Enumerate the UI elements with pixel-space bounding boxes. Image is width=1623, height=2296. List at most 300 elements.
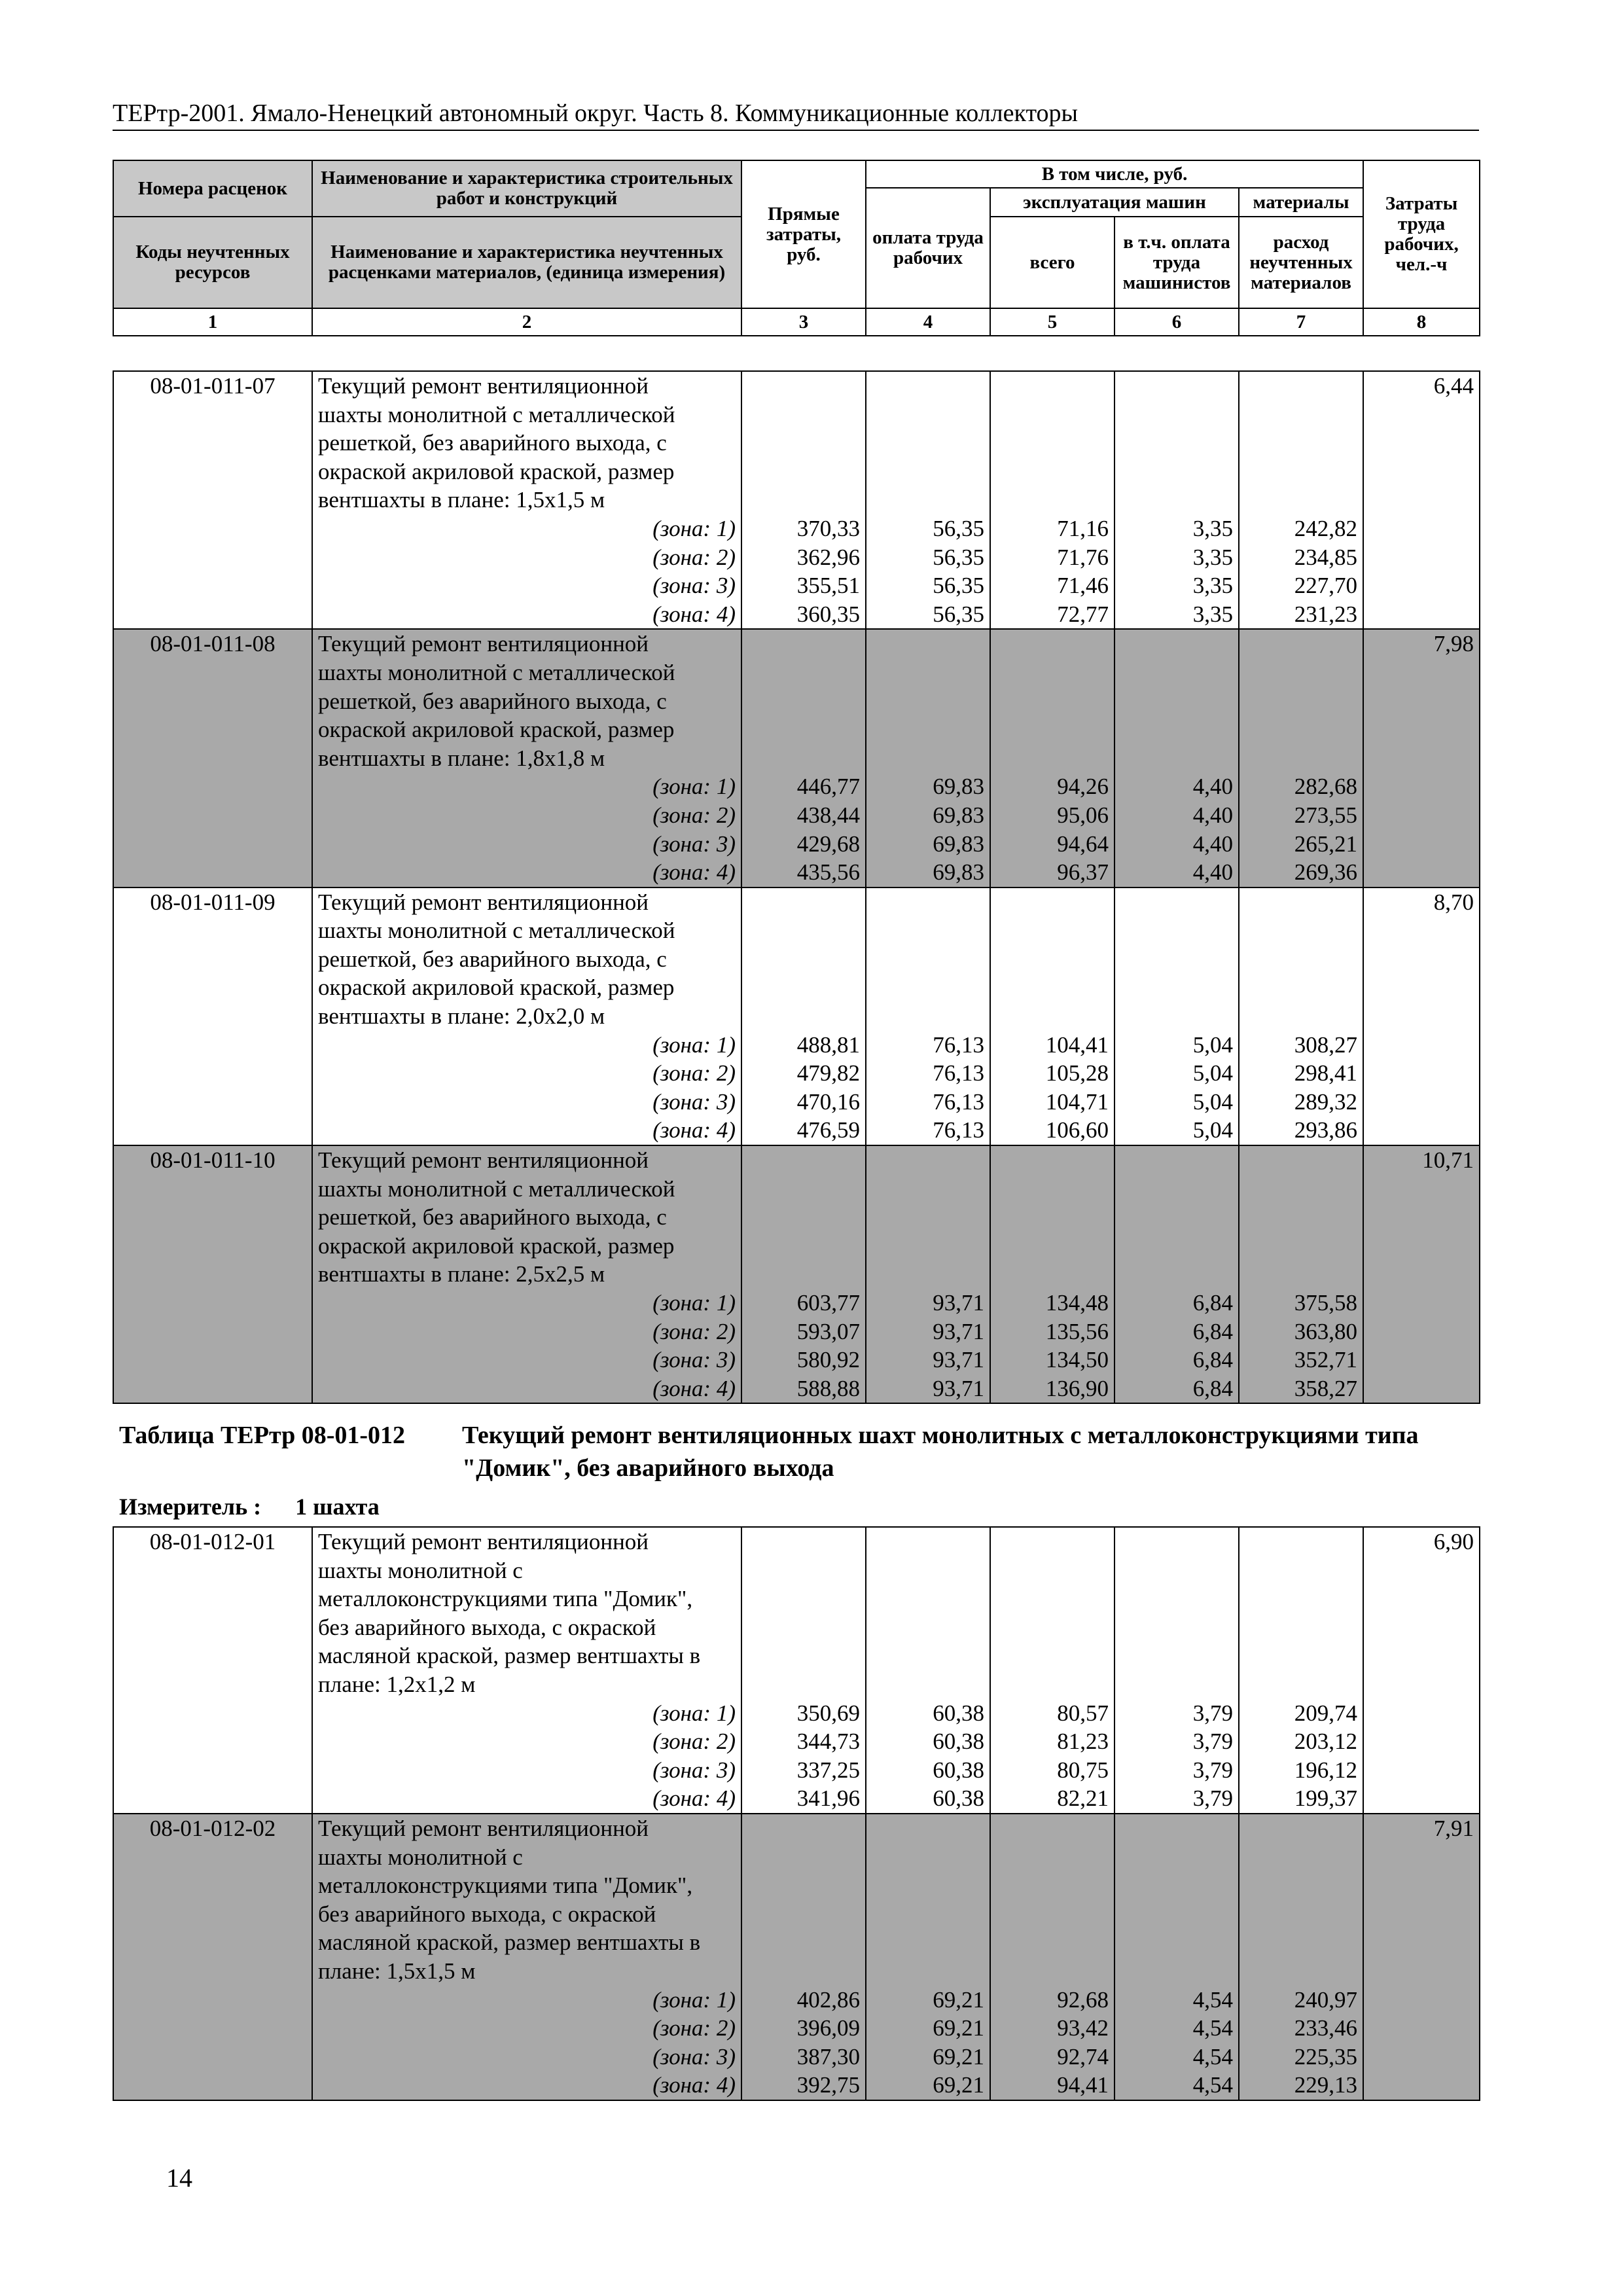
col-machines (990, 888, 1115, 1145)
col-materials (1239, 1814, 1363, 2100)
zone-value: 6,84 (1192, 1318, 1233, 1344)
total-heading: всего (990, 217, 1115, 308)
spacer (1245, 658, 1357, 687)
col-direct (741, 888, 866, 1145)
col-machinist-pay (1115, 888, 1239, 1145)
rate-code: 08-01-011-10 (113, 1145, 312, 1403)
description-line: шахты монолитной с (318, 1557, 523, 1583)
zone-value: 92,68 (1057, 1986, 1109, 2013)
spacer (872, 1613, 984, 1642)
column-number: 1 (113, 308, 312, 336)
machine-operation-heading: эксплуатация машин (990, 188, 1239, 217)
spacer (1120, 1146, 1233, 1175)
zone-value: 603,77 (796, 1290, 860, 1316)
zone-value: 229,13 (1294, 2072, 1357, 2098)
zone-value: 344,73 (796, 1729, 860, 1755)
zone-value: 231,23 (1294, 601, 1357, 627)
spacer (996, 372, 1109, 401)
spacer (1120, 916, 1233, 945)
zone-value: 387,30 (796, 2043, 860, 2070)
spacer (1120, 973, 1233, 1002)
column-number: 2 (312, 308, 741, 336)
spacer (996, 1871, 1109, 1900)
col-machinist-pay (1115, 371, 1239, 629)
spacer (1245, 1528, 1357, 1556)
description-line: шахты монолитной с металлической (318, 1175, 675, 1202)
spacer (1120, 457, 1233, 486)
zone-value: 71,16 (1057, 515, 1109, 541)
zone-value: 93,71 (933, 1347, 984, 1373)
zone-label: (зона: 4) (652, 601, 736, 627)
zone-value: 4,40 (1192, 802, 1233, 828)
rate-description (312, 1145, 741, 1403)
description-line: Текущий ремонт вентиляционной (318, 631, 649, 657)
zone-value: 134,50 (1045, 1347, 1109, 1373)
spacer (747, 1260, 860, 1289)
spacer (872, 1260, 984, 1289)
description-line: решеткой, без аварийного выхода, с (318, 946, 667, 972)
zone-value: 3,79 (1192, 1729, 1233, 1755)
zone-value: 3,79 (1192, 1785, 1233, 1812)
col-worker-pay (866, 888, 990, 1145)
zone-label: (зона: 1) (652, 1986, 736, 2013)
zone-value: 80,57 (1057, 1700, 1109, 1726)
zone-label: (зона: 2) (652, 544, 736, 570)
zone-label: (зона: 1) (652, 1700, 736, 1726)
description-line: шахты монолитной с металлической (318, 918, 675, 944)
spacer (1120, 1175, 1233, 1204)
zone-label: (зона: 3) (652, 1757, 736, 1783)
column-number: 4 (866, 308, 990, 336)
zone-value: 56,35 (933, 515, 984, 541)
rate-code: 08-01-012-02 (113, 1814, 312, 2100)
table-row (113, 371, 1480, 629)
zone-value: 96,37 (1057, 859, 1109, 886)
description-line: вентшахты в плане: 2,0х2,0 м (318, 1003, 605, 1030)
description-line: Текущий ремонт вентиляционной (318, 1147, 649, 1174)
col-direct (741, 1527, 866, 1814)
zone-value: 3,35 (1192, 573, 1233, 599)
description-line: шахты монолитной с металлической (318, 401, 675, 427)
spacer (1120, 1232, 1233, 1261)
rate-description (312, 371, 741, 629)
zone-value: 225,35 (1294, 2043, 1357, 2070)
rate-code: 08-01-011-09 (113, 888, 312, 1145)
zone-value: 69,21 (933, 2072, 984, 2098)
rate-description (312, 1814, 741, 2100)
spacer (872, 1585, 984, 1613)
spacer (1245, 1002, 1357, 1031)
zone-value: 136,90 (1045, 1375, 1109, 1401)
resource-codes-heading: Коды неучтенных ресурсов (113, 217, 312, 308)
col-direct (741, 1145, 866, 1403)
zone-label: (зона: 2) (652, 2015, 736, 2041)
description-line: решеткой, без аварийного выхода, с (318, 430, 667, 456)
measure-unit (119, 1492, 380, 1521)
labor-cost: 8,70 (1363, 888, 1480, 1145)
spacer (1245, 429, 1357, 457)
zone-value: 72,77 (1057, 601, 1109, 627)
spacer (1245, 1232, 1357, 1261)
spacer (747, 1871, 860, 1900)
zone-value: 446,77 (796, 774, 860, 800)
zone-value: 358,27 (1294, 1375, 1357, 1401)
spacer (1245, 1641, 1357, 1670)
zone-value: 392,75 (796, 2072, 860, 2098)
zone-value: 81,23 (1057, 1729, 1109, 1755)
description-line: вентшахты в плане: 1,5х1,5 м (318, 487, 605, 513)
zone-value: 82,21 (1057, 1785, 1109, 1812)
zone-value: 375,58 (1294, 1290, 1357, 1316)
measure-label: Измеритель : (119, 1494, 262, 1520)
spacer (996, 1641, 1109, 1670)
zone-value: 60,38 (933, 1785, 984, 1812)
zone-value: 337,25 (796, 1757, 860, 1783)
zone-value: 76,13 (933, 1060, 984, 1086)
spacer (1120, 1641, 1233, 1670)
zone-value: 94,26 (1057, 774, 1109, 800)
zone-value: 76,13 (933, 1117, 984, 1143)
zone-value: 308,27 (1294, 1031, 1357, 1058)
spacer (1120, 1556, 1233, 1585)
zone-value: 69,83 (933, 774, 984, 800)
spacer (996, 1260, 1109, 1289)
spacer (996, 945, 1109, 974)
zone-value: 76,13 (933, 1088, 984, 1115)
column-number: 7 (1239, 308, 1363, 336)
table-row (113, 1145, 1480, 1403)
zone-label: (зона: 4) (652, 859, 736, 886)
rates-table-012 (113, 1526, 1480, 2101)
spacer (872, 916, 984, 945)
spacer (872, 1528, 984, 1556)
spacer (1245, 744, 1357, 773)
zone-value: 293,86 (1294, 1117, 1357, 1143)
zone-label: (зона: 2) (652, 1060, 736, 1086)
zone-value: 435,56 (796, 859, 860, 886)
spacer (872, 1928, 984, 1957)
spacer (1120, 401, 1233, 429)
zone-value: 6,84 (1192, 1347, 1233, 1373)
description-line: Текущий ремонт вентиляционной (318, 1815, 649, 1841)
description-line: металлоконструкциями типа "Домик", (318, 1873, 693, 1899)
spacer (1245, 1203, 1357, 1232)
table-row (113, 629, 1480, 887)
spacer (996, 1232, 1109, 1261)
labor-cost: 6,90 (1363, 1527, 1480, 1814)
zone-value: 93,71 (933, 1375, 984, 1401)
zone-value: 588,88 (796, 1375, 860, 1401)
spacer (747, 1528, 860, 1556)
spacer (996, 1556, 1109, 1585)
spacer (996, 457, 1109, 486)
zone-value: 94,64 (1057, 831, 1109, 857)
spacer (996, 916, 1109, 945)
col-machines (990, 1527, 1115, 1814)
zone-label: (зона: 3) (652, 2043, 736, 2070)
description-line: плане: 1,5х1,5 м (318, 1958, 476, 1984)
spacer (747, 1175, 860, 1204)
zone-value: 6,84 (1192, 1375, 1233, 1401)
material-usage-heading: расход неучтенных материалов (1239, 217, 1363, 308)
zone-value: 69,21 (933, 2015, 984, 2041)
col-worker-pay (866, 1145, 990, 1403)
spacer (747, 1232, 860, 1261)
spacer (1245, 1871, 1357, 1900)
spacer (1245, 1814, 1357, 1843)
zone-label: (зона: 1) (652, 1290, 736, 1316)
zone-value: 396,09 (796, 2015, 860, 2041)
spacer (996, 658, 1109, 687)
spacer (1245, 1843, 1357, 1872)
spacer (747, 429, 860, 457)
rate-code: 08-01-011-08 (113, 629, 312, 887)
spacer (747, 1002, 860, 1031)
spacer (1245, 888, 1357, 917)
spacer (747, 916, 860, 945)
zone-value: 95,06 (1057, 802, 1109, 828)
spacer (747, 888, 860, 917)
zone-value: 5,04 (1192, 1088, 1233, 1115)
zone-value: 56,35 (933, 573, 984, 599)
zone-value: 5,04 (1192, 1117, 1233, 1143)
description-line: решеткой, без аварийного выхода, с (318, 688, 667, 714)
description-line: окраской акриловой краской, размер (318, 717, 675, 743)
spacer (872, 1900, 984, 1929)
description-line: шахты монолитной с металлической (318, 659, 675, 685)
spacer (1120, 658, 1233, 687)
zone-label: (зона: 3) (652, 1088, 736, 1115)
spacer (872, 1556, 984, 1585)
zone-value: 4,54 (1192, 2015, 1233, 2041)
table-caption-title: Текущий ремонт вентиляционных шахт монолитных с металлоконструкциями типа "Домик", без аварийного выхода (462, 1422, 1419, 1482)
worker-pay-heading: оплата труда рабочих (866, 188, 990, 308)
zone-value: 5,04 (1192, 1060, 1233, 1086)
col-worker-pay (866, 629, 990, 887)
spacer (1245, 1957, 1357, 1986)
spacer (872, 1670, 984, 1699)
labor-costs-heading: Затраты труда рабочих, чел.-ч (1363, 160, 1480, 308)
spacer (872, 888, 984, 917)
spacer (872, 715, 984, 744)
spacer (872, 658, 984, 687)
zone-value: 360,35 (796, 601, 860, 627)
col-worker-pay (866, 371, 990, 629)
zone-value: 289,32 (1294, 1088, 1357, 1115)
including-heading: В том числе, руб. (866, 160, 1363, 188)
spacer (1120, 486, 1233, 514)
page-number: 14 (166, 2163, 192, 2193)
spacer (996, 973, 1109, 1002)
spacer (747, 1556, 860, 1585)
spacer (1245, 1585, 1357, 1613)
zone-value: 104,41 (1045, 1031, 1109, 1058)
spacer (1245, 1900, 1357, 1929)
spacer (747, 1613, 860, 1642)
spacer (996, 429, 1109, 457)
zone-value: 69,21 (933, 2043, 984, 2070)
spacer (747, 630, 860, 658)
col-direct (741, 371, 866, 629)
column-number: 6 (1115, 308, 1239, 336)
spacer (1245, 973, 1357, 1002)
spacer (872, 486, 984, 514)
column-number: 5 (990, 308, 1115, 336)
zone-value: 80,75 (1057, 1757, 1109, 1783)
zone-value: 69,21 (933, 1986, 984, 2013)
zone-value: 199,37 (1294, 1785, 1357, 1812)
spacer (747, 744, 860, 773)
spacer (996, 1203, 1109, 1232)
column-number: 8 (1363, 308, 1480, 336)
labor-cost: 6,44 (1363, 371, 1480, 629)
spacer (872, 945, 984, 974)
description-line: Текущий ремонт вентиляционной (318, 373, 649, 399)
col-worker-pay (866, 1527, 990, 1814)
spacer (1245, 945, 1357, 974)
rate-code: 08-01-011-07 (113, 371, 312, 629)
spacer (872, 744, 984, 773)
spacer (747, 1928, 860, 1957)
spacer (1245, 1260, 1357, 1289)
col-machinist-pay (1115, 1145, 1239, 1403)
zone-value: 60,38 (933, 1700, 984, 1726)
spacer (872, 1203, 984, 1232)
zone-value: 265,21 (1294, 831, 1357, 857)
spacer (872, 687, 984, 716)
zone-value: 479,82 (796, 1060, 860, 1086)
zone-value: 234,85 (1294, 544, 1357, 570)
col-materials (1239, 1145, 1363, 1403)
description-line: вентшахты в плане: 1,8х1,8 м (318, 745, 605, 771)
zone-value: 298,41 (1294, 1060, 1357, 1086)
col-direct (741, 1814, 866, 2100)
spacer (996, 1843, 1109, 1872)
spacer (1120, 1528, 1233, 1556)
zone-label: (зона: 4) (652, 2072, 736, 2098)
spacer (872, 1843, 984, 1872)
zone-label: (зона: 2) (652, 1729, 736, 1755)
spacer (872, 1175, 984, 1204)
rate-description (312, 888, 741, 1145)
spacer (1245, 630, 1357, 658)
zone-value: 60,38 (933, 1757, 984, 1783)
spacer (747, 372, 860, 401)
spacer (872, 401, 984, 429)
description-line: решеткой, без аварийного выхода, с (318, 1204, 667, 1230)
zone-value: 56,35 (933, 544, 984, 570)
zone-value: 227,70 (1294, 573, 1357, 599)
zone-label: (зона: 2) (652, 802, 736, 828)
spacer (747, 457, 860, 486)
description-line: без аварийного выхода, с окраской (318, 1614, 656, 1640)
zone-label: (зона: 3) (652, 831, 736, 857)
spacer (996, 1670, 1109, 1699)
spacer (747, 1843, 860, 1872)
spacer (996, 687, 1109, 716)
zone-value: 269,36 (1294, 859, 1357, 886)
col-machinist-pay (1115, 1527, 1239, 1814)
spacer (1120, 1814, 1233, 1843)
col-machines (990, 629, 1115, 887)
description-line: масляной краской, размер вентшахты в (318, 1929, 701, 1956)
col-machines (990, 371, 1115, 629)
labor-cost: 10,71 (1363, 1145, 1480, 1403)
spacer (747, 1146, 860, 1175)
zone-value: 429,68 (796, 831, 860, 857)
col-worker-pay (866, 1814, 990, 2100)
zone-label: (зона: 4) (652, 1785, 736, 1812)
table-row (113, 1814, 1480, 2100)
spacer (1245, 401, 1357, 429)
spacer (1120, 1585, 1233, 1613)
table-header (113, 160, 1480, 336)
zone-value: 5,04 (1192, 1031, 1233, 1058)
spacer (1245, 687, 1357, 716)
spacer (747, 1641, 860, 1670)
spacer (747, 945, 860, 974)
description-line: окраской акриловой краской, размер (318, 458, 675, 484)
zone-value: 580,92 (796, 1347, 860, 1373)
spacer (1120, 744, 1233, 773)
spacer (1245, 372, 1357, 401)
zone-value: 3,35 (1192, 601, 1233, 627)
zone-value: 3,35 (1192, 544, 1233, 570)
zone-label: (зона: 3) (652, 1347, 736, 1373)
description-line: окраской акриловой краской, размер (318, 1232, 675, 1259)
spacer (996, 888, 1109, 917)
zone-value: 3,79 (1192, 1700, 1233, 1726)
zone-value: 240,97 (1294, 1986, 1357, 2013)
col-machines (990, 1814, 1115, 2100)
spacer (996, 630, 1109, 658)
spacer (1120, 372, 1233, 401)
spacer (996, 1957, 1109, 1986)
spacer (1245, 1146, 1357, 1175)
spacer (1120, 1957, 1233, 1986)
description-line: окраской акриловой краской, размер (318, 975, 675, 1001)
col-materials (1239, 629, 1363, 887)
column-number: 3 (741, 308, 866, 336)
zone-value: 203,12 (1294, 1729, 1357, 1755)
zone-value: 341,96 (796, 1785, 860, 1812)
zone-value: 6,84 (1192, 1290, 1233, 1316)
zone-value: 3,79 (1192, 1757, 1233, 1783)
spacer (872, 457, 984, 486)
spacer (996, 401, 1109, 429)
zone-value: 352,71 (1294, 1347, 1357, 1373)
col-machinist-pay (1115, 629, 1239, 887)
spacer (996, 1613, 1109, 1642)
spacer (1120, 1871, 1233, 1900)
spacer (996, 1814, 1109, 1843)
spacer (1245, 486, 1357, 514)
zone-value: 56,35 (933, 601, 984, 627)
table-row (113, 888, 1480, 1145)
spacer (1120, 429, 1233, 457)
spacer (1120, 1203, 1233, 1232)
rates-table-011 (113, 370, 1480, 1404)
zone-label: (зона: 2) (652, 1318, 736, 1344)
spacer (747, 687, 860, 716)
zone-value: 233,46 (1294, 2015, 1357, 2041)
zone-value: 93,42 (1057, 2015, 1109, 2041)
col-materials (1239, 888, 1363, 1145)
zone-value: 71,46 (1057, 573, 1109, 599)
zone-label: (зона: 3) (652, 573, 736, 599)
spacer (747, 1585, 860, 1613)
description-line: Текущий ремонт вентиляционной (318, 1529, 649, 1554)
